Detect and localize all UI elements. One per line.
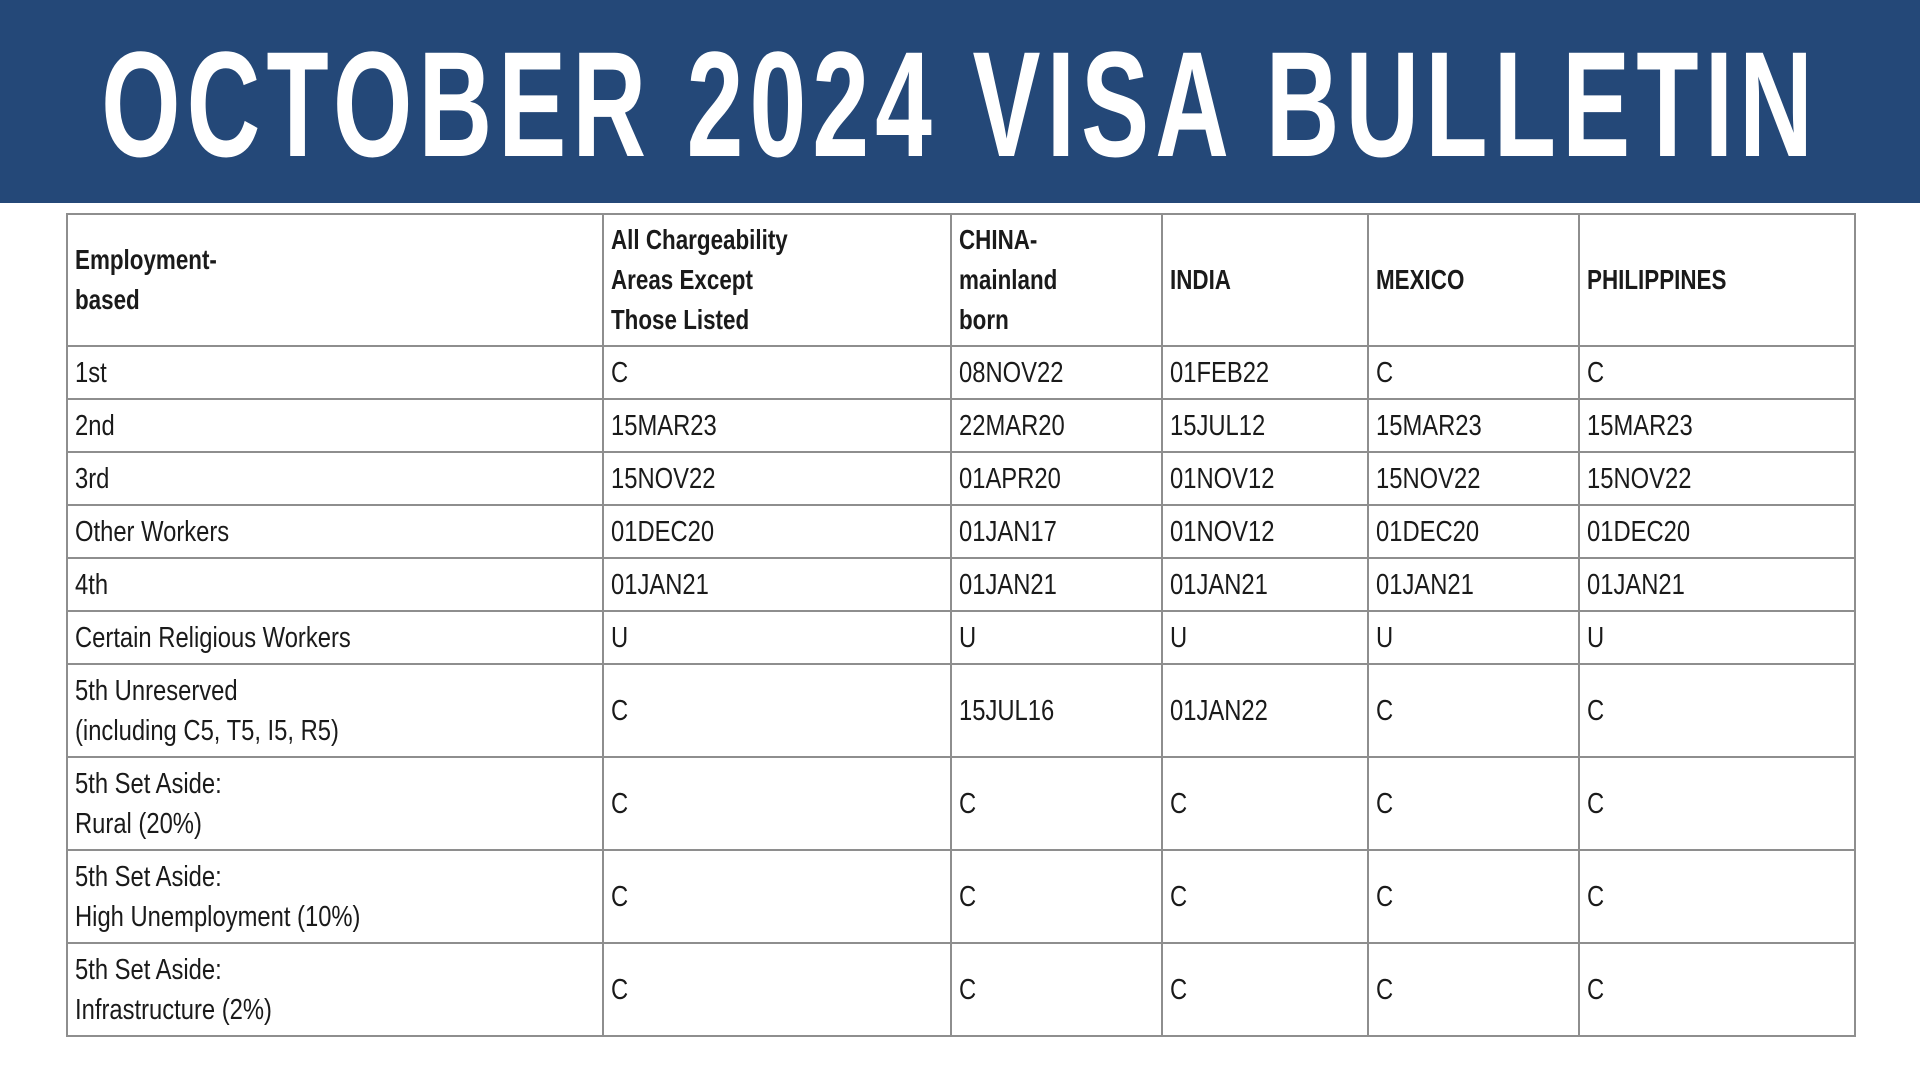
cell-china: 15JUL16 (951, 664, 1162, 757)
cell-all-chargeability: 01JAN21 (603, 558, 951, 611)
cell-all-chargeability: C (603, 850, 951, 943)
table-row (67, 757, 1855, 850)
cell-philippines: 15MAR23 (1579, 399, 1855, 452)
table-row (67, 611, 1855, 664)
header-employment-based: Employment- based (67, 214, 603, 346)
employment-based-dates-table (66, 213, 1856, 1037)
cell-all-chargeability: C (603, 943, 951, 1036)
table-row (67, 558, 1855, 611)
cell-india: C (1162, 757, 1368, 850)
cell-india: C (1162, 943, 1368, 1036)
cell-china: 01APR20 (951, 452, 1162, 505)
cell-china: U (951, 611, 1162, 664)
cell-china: C (951, 850, 1162, 943)
cell-mexico: 01JAN21 (1368, 558, 1579, 611)
cell-mexico: C (1368, 850, 1579, 943)
cell-mexico: 01DEC20 (1368, 505, 1579, 558)
header-row (67, 214, 1855, 346)
cell-mexico: 15NOV22 (1368, 452, 1579, 505)
cell-mexico: 15MAR23 (1368, 399, 1579, 452)
table-row (67, 346, 1855, 399)
cell-philippines: 01DEC20 (1579, 505, 1855, 558)
row-category: Certain Religious Workers (67, 611, 603, 664)
cell-india: 15JUL12 (1162, 399, 1368, 452)
cell-all-chargeability: 15MAR23 (603, 399, 951, 452)
row-category: 5th Set Aside: High Unemployment (10%) (67, 850, 603, 943)
cell-philippines: 01JAN21 (1579, 558, 1855, 611)
cell-china: C (951, 943, 1162, 1036)
title-banner (0, 0, 1920, 203)
row-category: Other Workers (67, 505, 603, 558)
table-row (67, 452, 1855, 505)
visa-bulletin-table-container (66, 213, 1854, 1037)
header-mexico: MEXICO (1368, 214, 1579, 346)
cell-mexico: C (1368, 943, 1579, 1036)
row-category: 3rd (67, 452, 603, 505)
row-category: 2nd (67, 399, 603, 452)
cell-philippines: C (1579, 346, 1855, 399)
cell-philippines: C (1579, 757, 1855, 850)
row-category: 4th (67, 558, 603, 611)
page-title: OCTOBER 2024 VISA BULLETIN (101, 19, 1819, 188)
cell-india: U (1162, 611, 1368, 664)
cell-china: C (951, 757, 1162, 850)
cell-philippines: C (1579, 850, 1855, 943)
table-row (67, 850, 1855, 943)
row-category: 5th Set Aside: Infrastructure (2%) (67, 943, 603, 1036)
cell-india: 01NOV12 (1162, 452, 1368, 505)
cell-mexico: C (1368, 664, 1579, 757)
cell-all-chargeability: 01DEC20 (603, 505, 951, 558)
cell-all-chargeability: U (603, 611, 951, 664)
cell-china: 08NOV22 (951, 346, 1162, 399)
cell-philippines: U (1579, 611, 1855, 664)
cell-mexico: C (1368, 757, 1579, 850)
table-row (67, 664, 1855, 757)
row-category: 1st (67, 346, 603, 399)
cell-china: 01JAN17 (951, 505, 1162, 558)
header-china: CHINA- mainland born (951, 214, 1162, 346)
cell-india: 01NOV12 (1162, 505, 1368, 558)
header-all-chargeability: All Chargeability Areas Except Those Listed (603, 214, 951, 346)
header-india: INDIA (1162, 214, 1368, 346)
cell-india: 01FEB22 (1162, 346, 1368, 399)
cell-india: 01JAN21 (1162, 558, 1368, 611)
row-category: 5th Unreserved (including C5, T5, I5, R5) (67, 664, 603, 757)
cell-china: 01JAN21 (951, 558, 1162, 611)
cell-india: C (1162, 850, 1368, 943)
header-philippines: PHILIPPINES (1579, 214, 1855, 346)
table-row (67, 943, 1855, 1036)
cell-philippines: C (1579, 664, 1855, 757)
cell-all-chargeability: 15NOV22 (603, 452, 951, 505)
table-row (67, 505, 1855, 558)
cell-philippines: C (1579, 943, 1855, 1036)
cell-mexico: C (1368, 346, 1579, 399)
cell-china: 22MAR20 (951, 399, 1162, 452)
table-row (67, 399, 1855, 452)
cell-all-chargeability: C (603, 664, 951, 757)
cell-philippines: 15NOV22 (1579, 452, 1855, 505)
cell-india: 01JAN22 (1162, 664, 1368, 757)
row-category: 5th Set Aside: Rural (20%) (67, 757, 603, 850)
cell-all-chargeability: C (603, 346, 951, 399)
cell-all-chargeability: C (603, 757, 951, 850)
cell-mexico: U (1368, 611, 1579, 664)
